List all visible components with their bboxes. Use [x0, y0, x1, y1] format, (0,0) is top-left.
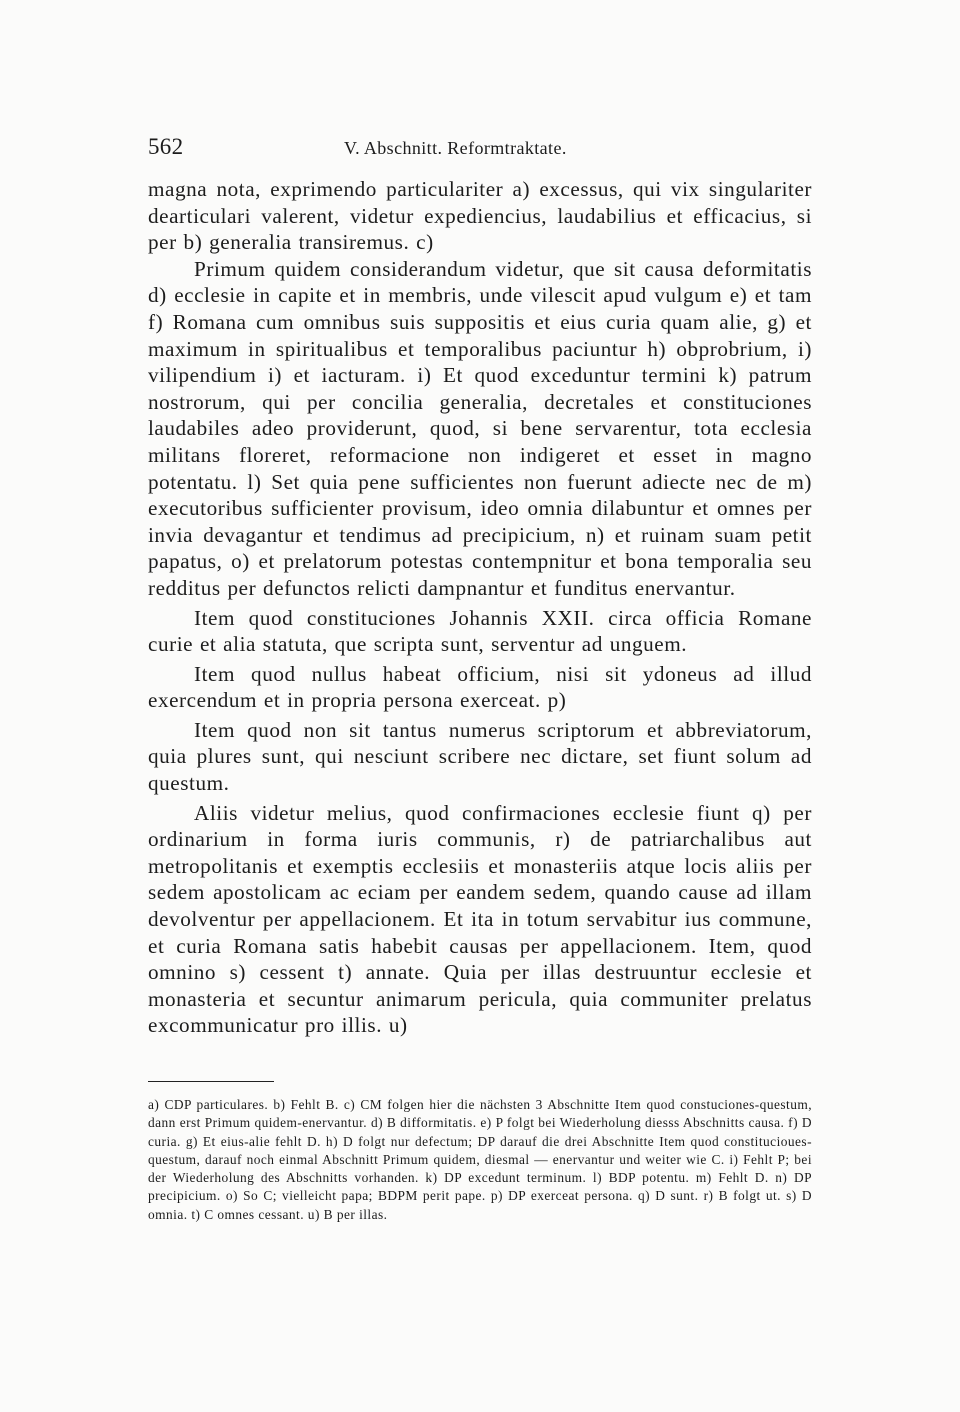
running-header [148, 134, 812, 164]
footnote-divider [148, 1081, 274, 1082]
paragraph: Aliis videtur melius, quod confirmaciones ecclesie fiunt q) per ordinarium in forma iuris communis, r) de patriarchalibus aut metropolitanis et exemptis ecclesiis et monasteriis atque locis aliis per sedem apostolicam ac eciam per eandem sedem, quando cause ad illam devolventur per appellacionem. Et ita in totum servabitur ius commune, et curia Romana satis habebit causas per appellacionem. Item, quod omnino s) cessent t) annate. Quia per illas destruuntur ecclesie et monasteria et secuntur animarum pericula, quia communiter prelatus excommunicatur pro illis. u) [148, 800, 812, 1038]
footnote-text: a) CDP particulares. b) Fehlt B. c) CM folgen hier die nächsten 3 Abschnitte Item quod constuciones-questum, dann erst Primum quidem-enervantur. d) B difformitatis. e) P folgt bei Wiederholung diesss Abschnitts causa. f) D curia. g) Et eius-alie fehlt D. h) D folgt nur defectum; DP darauf die drei Abschnitte Item quod constitucioues-questum, darauf noch einmal Abschnitt Primum quidem, diesmal — enervantur und weiter wie C. i) Fehlt P; bei der Wiederholung des Abschnitts vorhanden. k) DP excedunt terminum. l) BDP potentu. m) Fehlt D. n) DP precipicium. o) So C; vielleicht papa; BDPM perit pape. p) DP exerceat persona. q) D sunt. r) B folgt ut. s) D omnia. t) C omnes cessant. u) B per illas. [148, 1097, 812, 1222]
page-number: 562 [148, 134, 184, 159]
paragraph: Item quod non sit tantus numerus scriptorum et abbreviatorum, quia plures sunt, qui nesciunt scribere nec dictare, set fiunt solum ad questum. [148, 717, 812, 796]
paragraph: Item quod constituciones Johannis XXII. circa officia Romane curie et alia statuta, que scripta sunt, serventur ad unguem. [148, 605, 812, 657]
main-text [148, 176, 812, 1039]
paragraph: Primum quidem considerandum videtur, que sit causa deformitatis d) ecclesie in capite et in membris, unde vilescit apud vulgum e) et tam f) Romana cum omnibus suis suppositis et eius curia quam alie, g) et maximum in spiritualibus et temporalibus paciuntur h) obprobrium, i) vilipendium i) et iacturam. i) Et quod exceduntur termini k) patrum nostrorum, qui per concilia generalia, decretales et constituciones laudabiles adeo providerunt, quod, si bene servarentur, tota ecclesia militans floreret, reformacione non indigeret et esset in magno potentatu. l) Set quia pene sufficientes non fuerunt adiecte nec de m) executoribus sufficienter provisum, ideo omnia dilabuntur et omnes per invia devagantur et tendimus ad precipicium, n) et ruinam suam petit papatus, o) et prelatorum potestas contempnitur et bona temporalia seu redditus per defunctos relicti dampnantur et funditus enervantur. [148, 256, 812, 600]
footnotes [148, 1096, 812, 1224]
running-title: V. Abschnitt. Reformtraktate. [344, 138, 567, 158]
paragraph: Item quod nullus habeat officium, nisi sit ydoneus ad illud exercendum et in propria persona exerceat. p) [148, 661, 812, 713]
paragraph: magna nota, exprimendo particulariter a) excessus, qui vix singulariter dearticulari valerent, videtur expediencius, laudabilius et efficacius, si per b) generalia transiremus. c) [148, 177, 812, 255]
